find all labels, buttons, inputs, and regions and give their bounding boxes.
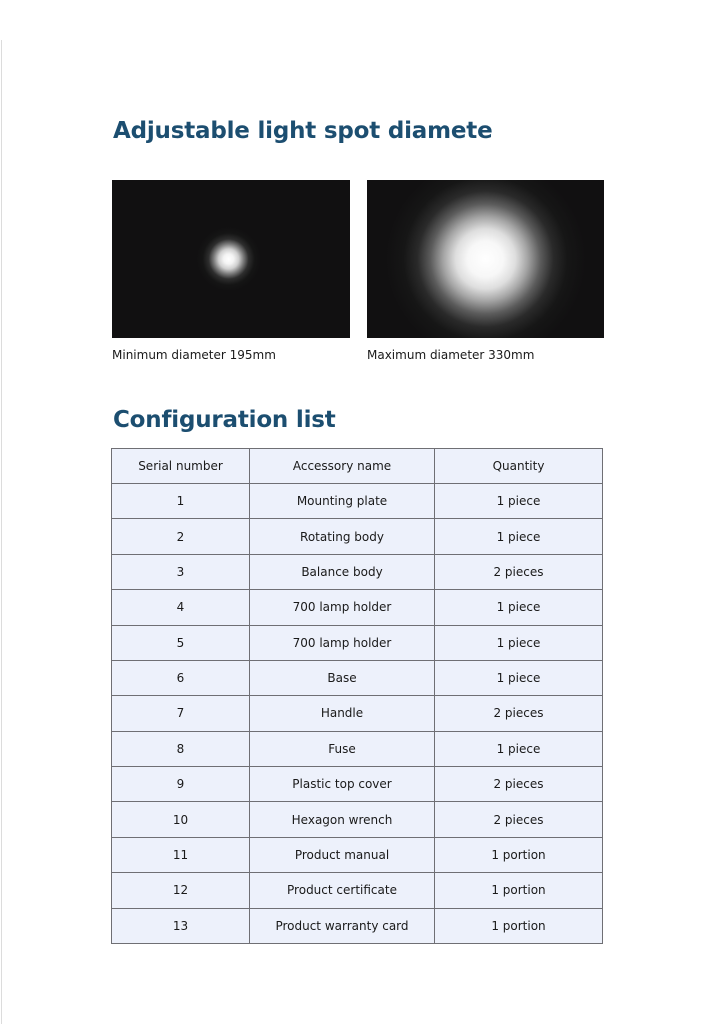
quantity-cell: 1 piece [435,660,603,695]
accessory-name-cell: Product manual [250,837,435,872]
min-light-spot-image [112,180,350,338]
spot-diameter-heading: Adjustable light spot diamete [113,118,493,144]
table-row [112,484,603,519]
table-row [112,767,603,802]
serial-cell: 6 [112,660,250,695]
max-diameter-caption: Maximum diameter 330mm [367,348,535,362]
serial-cell: 10 [112,802,250,837]
quantity-cell: 1 piece [435,484,603,519]
accessory-name-cell: Balance body [250,554,435,589]
accessory-name-cell: Product warranty card [250,908,435,944]
quantity-cell: 2 pieces [435,767,603,802]
quantity-cell: 1 piece [435,519,603,554]
accessory-name-cell: Handle [250,696,435,731]
quantity-cell: 2 pieces [435,554,603,589]
table-row [112,625,603,660]
serial-cell: 12 [112,873,250,908]
table-row [112,519,603,554]
quantity-cell: 1 portion [435,908,603,944]
table-row [112,837,603,872]
table-row [112,590,603,625]
table-row [112,908,603,944]
table-row [112,554,603,589]
accessory-name-cell: Fuse [250,731,435,766]
serial-cell: 11 [112,837,250,872]
quantity-cell: 1 portion [435,837,603,872]
table-row [112,696,603,731]
quantity-cell: 1 piece [435,731,603,766]
quantity-cell: 1 portion [435,873,603,908]
serial-cell: 13 [112,908,250,944]
table-row [112,731,603,766]
quantity-cell: 1 piece [435,590,603,625]
configuration-list-heading: Configuration list [113,407,336,433]
accessory-name-cell: Base [250,660,435,695]
accessory-name-cell: 700 lamp holder [250,625,435,660]
page-edge-divider [1,40,2,1024]
table-header-row [112,449,603,484]
quantity-cell: 2 pieces [435,802,603,837]
serial-cell: 2 [112,519,250,554]
serial-cell: 4 [112,590,250,625]
table-row [112,660,603,695]
serial-cell: 1 [112,484,250,519]
header-accessory-name: Accessory name [250,449,435,484]
accessory-name-cell: Rotating body [250,519,435,554]
accessory-name-cell: 700 lamp holder [250,590,435,625]
table-row [112,873,603,908]
max-light-spot-image [367,180,604,338]
configuration-table [111,448,603,944]
serial-cell: 3 [112,554,250,589]
serial-cell: 5 [112,625,250,660]
quantity-cell: 2 pieces [435,696,603,731]
header-serial-number: Serial number [112,449,250,484]
serial-cell: 8 [112,731,250,766]
quantity-cell: 1 piece [435,625,603,660]
min-diameter-caption: Minimum diameter 195mm [112,348,276,362]
accessory-name-cell: Plastic top cover [250,767,435,802]
serial-cell: 7 [112,696,250,731]
accessory-name-cell: Mounting plate [250,484,435,519]
accessory-name-cell: Hexagon wrench [250,802,435,837]
serial-cell: 9 [112,767,250,802]
table-row [112,802,603,837]
accessory-name-cell: Product certificate [250,873,435,908]
header-quantity: Quantity [435,449,603,484]
